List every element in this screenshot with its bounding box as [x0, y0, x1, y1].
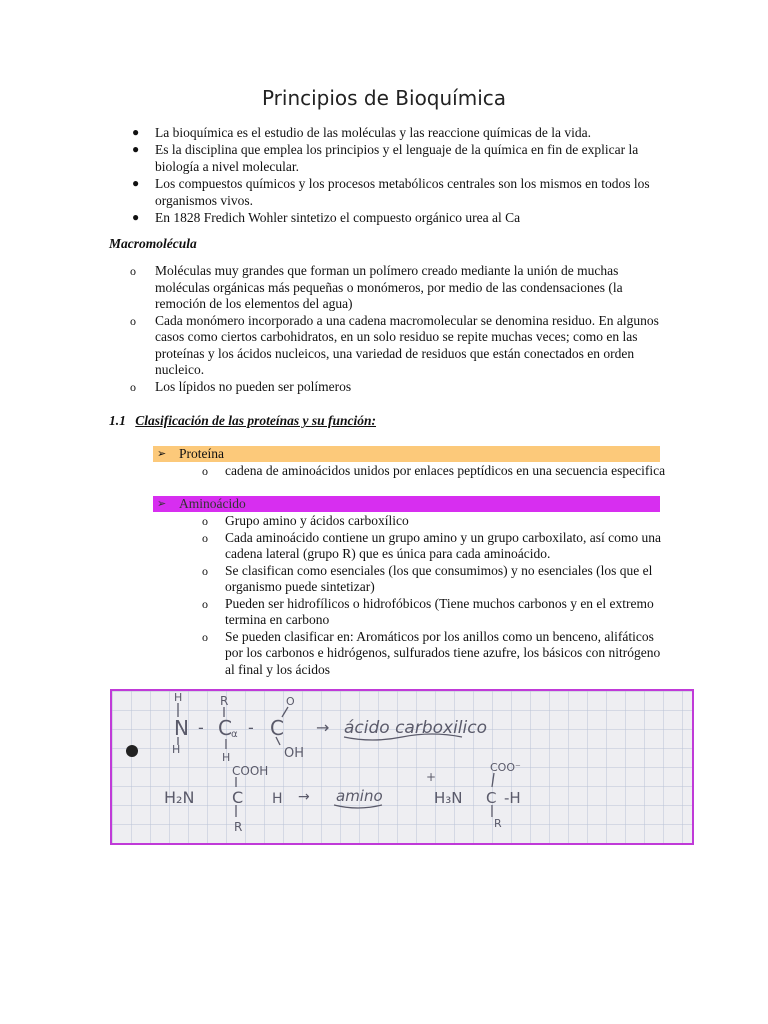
protein-sublist [200, 463, 670, 480]
bullet-icon: ● [132, 142, 140, 156]
circle-bullet-icon: o [202, 629, 208, 644]
bullet-item: ● Los compuestos químicos y los procesos metabólicos centrales son los mismos en todos los organismos vivos. [132, 176, 650, 208]
hw-text: -H [504, 789, 521, 807]
hw-text: H [222, 751, 231, 764]
hw-text: H₂N [164, 788, 195, 807]
section-number: 1.1 [109, 413, 126, 428]
list-item: o Se clasifican como esenciales (los que consumimos) y no esenciales (los que el organismo puede sintetizar) [202, 562, 653, 594]
circle-bullet-icon: o [202, 530, 208, 545]
hw-text: COO⁻ [490, 761, 521, 774]
hw-text: H [272, 791, 283, 807]
intro-bullet-list [130, 124, 670, 226]
amino-label: Aminoácido [179, 496, 246, 511]
protein-label: Proteína [179, 446, 224, 461]
hw-text: H [172, 743, 181, 756]
hw-text: amino [336, 787, 383, 805]
hw-text: R [234, 820, 243, 834]
amino-highlight-row [153, 496, 660, 512]
circle-bullet-icon: o [130, 313, 136, 328]
amino-sublist [200, 513, 670, 678]
hw-text: C [218, 716, 232, 740]
circle-bullet-icon: o [202, 596, 208, 611]
section-heading [109, 413, 376, 429]
bullet-icon: ● [132, 125, 140, 139]
macromolecule-list [130, 263, 670, 395]
hw-text: H [174, 691, 183, 704]
list-item: o Grupo amino y ácidos carboxílico [202, 513, 409, 528]
hw-text: N [174, 716, 189, 740]
hw-text: O [286, 695, 295, 708]
bullet-item: ● Es la disciplina que emplea los principios y el lenguaje de la química en fin de explicar la biología a nivel molecular. [132, 142, 639, 174]
bullet-icon: ● [132, 176, 140, 190]
circle-bullet-icon: o [130, 264, 136, 278]
hw-text: R [494, 817, 502, 830]
hw-text: OH [284, 746, 305, 761]
hw-text: - [198, 718, 204, 737]
bullet-icon: ● [132, 210, 140, 224]
circle-bullet-icon: o [202, 563, 208, 578]
list-item: o Moléculas muy grandes que forman un polímero creado mediante la unión de muchas moléculas orgánicas más pequeñas o monómeros, por medio de las condensaciones (la remoción de los elementos del agua) [130, 263, 623, 311]
bullet-item: ● La bioquímica es el estudio de las moléculas y las reaccione químicas de la vida. [132, 125, 591, 140]
arrow-bullet-icon: ➢ [157, 498, 167, 510]
hw-text: → [316, 718, 330, 737]
circle-bullet-icon: o [130, 379, 136, 394]
hw-text: C [232, 788, 244, 807]
arrow-bullet-icon: ➢ [157, 448, 167, 460]
list-item: o Pueden ser hidrofílicos o hidrofóbicos (Tiene muchos carbonos y en el extremo termina en carbono [202, 595, 654, 627]
hw-text: ácido carboxilico [344, 718, 488, 738]
list-item: o Los lípidos no pueden ser polímeros [130, 378, 352, 394]
bullet-item: ● En 1828 Fredich Wohler sintetizo el compuesto orgánico urea al Ca [132, 210, 521, 225]
section-title: Clasificación de las proteínas y su función: [135, 413, 377, 428]
hw-text: C [270, 716, 284, 740]
hw-text: α [231, 729, 238, 740]
list-item: o Cada monómero incorporado a una cadena macromolecular se denomina residuo. En algunos casos como ciertos carbohidratos, en un solo residuo se repite muchas veces; como en las proteínas y los ácidos nucleicos, una variedad de residuos que están conectados en orden nucleico. [130, 312, 659, 377]
hw-text: R [220, 694, 229, 708]
grid-paper-image [112, 691, 692, 843]
list-item: o Se pueden clasificar en: Aromáticos por los anillos como un benceno, alifáticos por los carbonos e hidrógenos, sulfurados tiene azufre, los básicos con nitrógeno al final y los ácidos [202, 628, 661, 677]
circle-bullet-icon: o [202, 514, 208, 528]
hw-text: + [426, 770, 437, 784]
binder-hole-icon [126, 745, 138, 757]
hw-text: → [298, 789, 310, 805]
hw-text: COOH [232, 764, 269, 778]
hw-text: - [248, 718, 254, 737]
list-item: o Cada aminoácido contiene un grupo amino y un grupo carboxilato, así como una cadena lateral (grupo R) que es única para cada aminoácido. [202, 529, 662, 561]
circle-bullet-icon: o [202, 464, 208, 478]
document-title: Principios de Bioquímica [261, 86, 507, 110]
handwritten-notes-photo [110, 689, 694, 845]
hw-text: H₃N [434, 789, 463, 807]
macromolecule-heading: Macromolécula [109, 236, 197, 251]
protein-highlight-row [153, 446, 660, 462]
hw-text: C [486, 789, 497, 807]
list-item: o cadena de aminoácidos unidos por enlaces peptídicos en una secuencia especifica [202, 463, 666, 478]
